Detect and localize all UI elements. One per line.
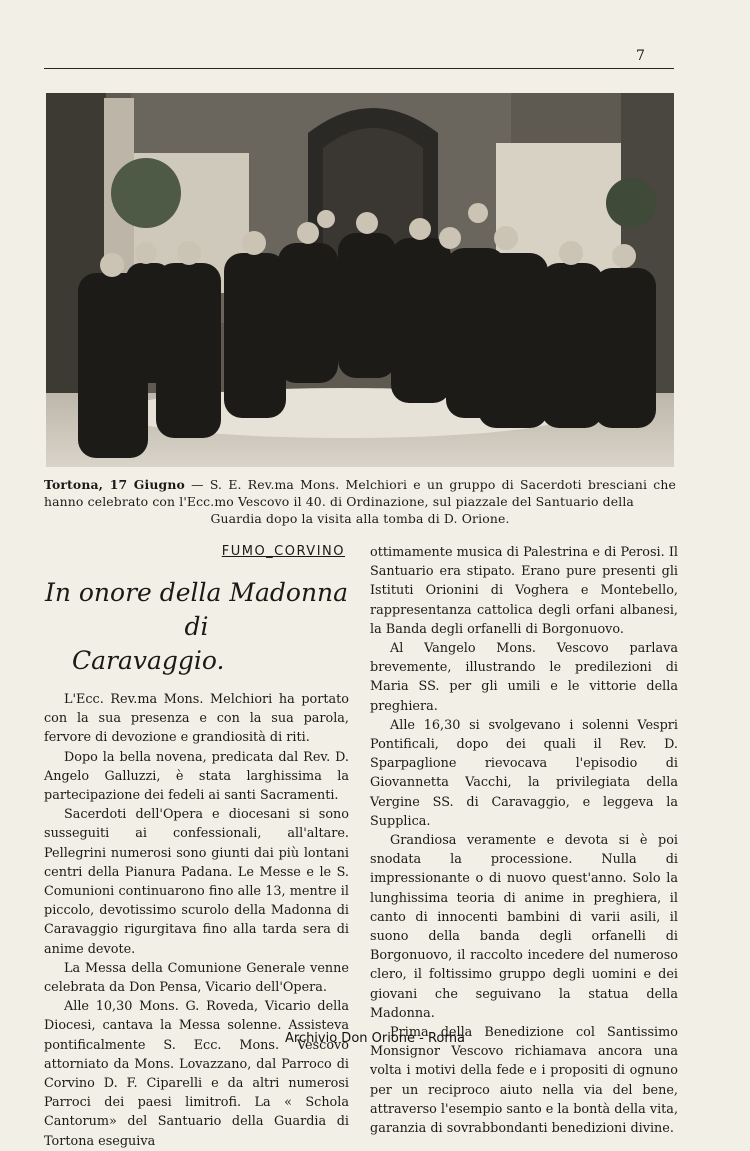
article-right-column bbox=[370, 543, 678, 1138]
caption-lead: Tortona, 17 Giugno bbox=[44, 477, 185, 492]
paragraph: Alle 10,30 Mons. G. Roveda, Vicario della Diocesi, cantava la Messa solenne. Assisteva pontificalmente S. Ecc. Mons. Vescovo attorniato da Mons. Lovazzano, dal Parroco di Corvino D. F. Ciparelli e da altri numerosi Parroci dei paesi limitrofi. La « Schola Cantorum» del Santuario della Guardia di Tortona eseguiva bbox=[44, 999, 349, 1149]
article-title-line1: In onore della Madonna di bbox=[44, 578, 349, 641]
paragraph: Alle 16,30 si svolgevano i solenni Vespri Pontificali, dopo dei quali il Rev. D. Sparpaglione rievocava l'episodio di Giovannetta Vacchi, la privilegiata della Vergine SS. di Caravaggio, e leggeva la Supplica. bbox=[370, 717, 678, 829]
paragraph: L'Ecc. Rev.ma Mons. Melchiori ha portato con la sua presenza e con la sua parola, fervore di devozione e grandiosità di riti. bbox=[44, 692, 349, 746]
paragraph: Grandiosa veramente e devota si è poi snodata la processione. Nulla di impressionante o di nuovo quest'anno. Solo la lunghissima teoria di anime in preghiera, il canto di innocenti bambini di varii asili, il suono della banda degli orfanelli di Borgonuovo, il raccolto incedere del numeroso clero, il foltissimo gruppo degli uomini e dei giovani che seguivano la statua della Madonna. bbox=[370, 833, 678, 1021]
paragraph: ottimamente musica di Palestrina e di Perosi. Il Santuario era stipato. Erano pure presenti gli Istituti Orionini di Voghera e Montebello, rappresentanza cattolica degli orfani albanesi, la Banda degli orfanelli di Borgonuovo. bbox=[370, 545, 678, 637]
article-byline: FUMO_CORVINO bbox=[221, 544, 345, 559]
caption-text-end: Guardia dopo la visita alla tomba di D. Orione. bbox=[210, 511, 510, 526]
paragraph: Prima della Benedizione col Santissimo Monsignor Vescovo richiamava ancora una volta i motivi della fede e i propositi di ognuno per un reciproco aiuto nella via del bene, attraverso l'esempio santo e la bontà della vita, garanzia di sovrabbondanti benedizioni divine. bbox=[370, 1025, 679, 1137]
article-title bbox=[44, 576, 349, 678]
paragraph: Sacerdoti dell'Opera e diocesani si sono susseguiti ai confessionali, all'altare. Pellegrini numerosi sono giunti dai più lontani centri della Pianura Padana. Le Messe e le S. Comunioni continuarono fino alle 13, mentre il piccolo, devotissimo scurolo della Madonna di Caravaggio rigurgitava fino alla tarda sera di anime devote. bbox=[44, 807, 349, 957]
article-left-column bbox=[44, 544, 349, 1151]
paragraph: Dopo la bella novena, predicata dal Rev. D. Angelo Galluzzi, è stata larghissima la partecipazione dei fedeli ai santi Sacramenti. bbox=[44, 749, 349, 804]
group-photo bbox=[46, 93, 674, 467]
page-number: 7 bbox=[636, 48, 645, 64]
paragraph: La Messa della Comunione Generale venne celebrata da Don Pensa, Vicario dell'Opera. bbox=[44, 960, 349, 996]
archive-watermark: Archivio Don Orione - Roma bbox=[284, 1031, 466, 1046]
paragraph: Al Vangelo Mons. Vescovo parlava brevemente, illustrando le predilezioni di Maria SS. per gli umili e le vittorie della preghiera. bbox=[370, 641, 678, 714]
photo-caption bbox=[44, 476, 676, 527]
group-photo-illustration bbox=[46, 93, 674, 467]
caption-text: — S. E. Rev.ma Mons. Melchiori e un gruppo di Sacerdoti bresciani che hanno celebrato con l'Ecc.mo Vescovo il 40. di Ordinazione, sul piazzale del Santuario della bbox=[44, 477, 676, 509]
header-rule bbox=[44, 68, 674, 69]
article-title-line2: Caravaggio. bbox=[72, 646, 225, 675]
